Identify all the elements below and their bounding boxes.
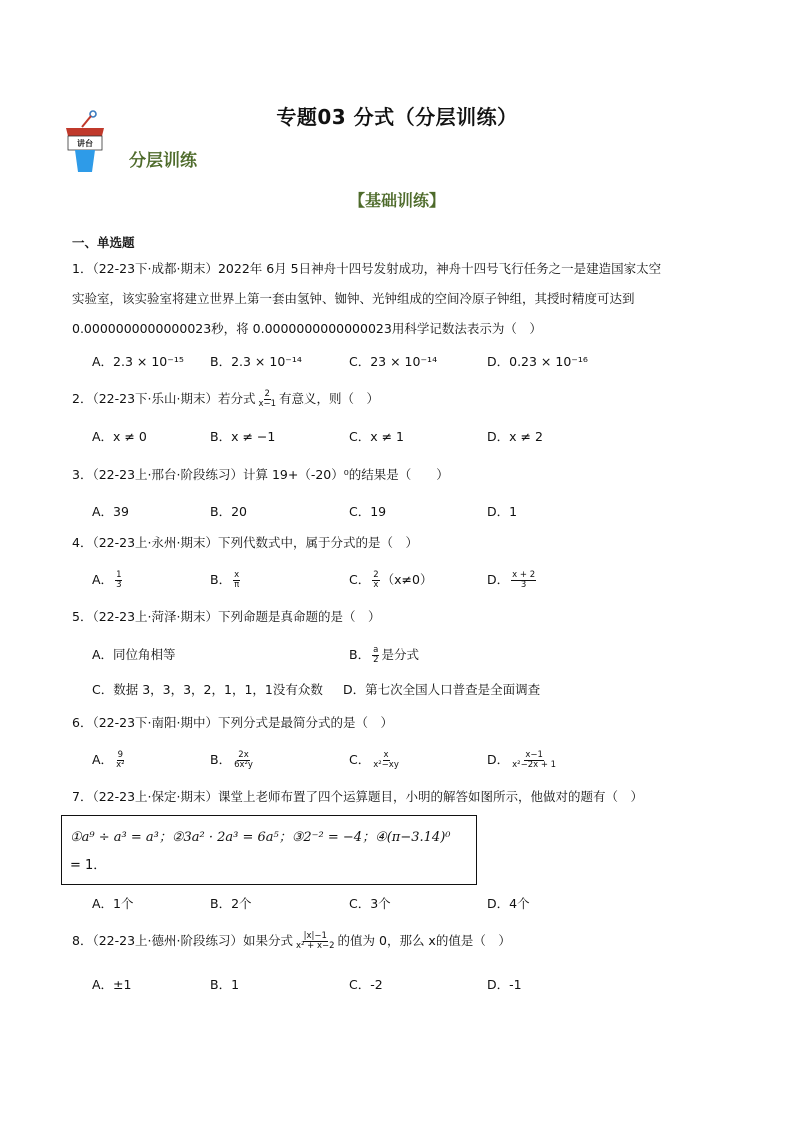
q8-option-b: B．1 (210, 977, 240, 992)
q1-line-3: 0.0000000000000023秒，将 0.0000000000000023用科学记数法表示为（ ） (72, 321, 542, 336)
q2-option-b: B．x ≠ −1 (210, 429, 276, 444)
question-6: 6．（22-23下·南阳·期中）下列分式是最简分式的是（ ） (72, 715, 393, 730)
q2-stem-post: 有意义，则（ ） (279, 391, 380, 406)
question-5: 5．（22-23上·菏泽·期末）下列命题是真命题的是（ ） (72, 609, 381, 624)
q4-option-d: D． $\frac{x + 2}{3}$ (487, 570, 536, 590)
question-8 (72, 931, 511, 951)
q6-b-num: 2x (238, 750, 249, 760)
q2-option-a: A．x ≠ 0 (92, 429, 147, 444)
q5-b-num: a (373, 645, 379, 655)
question-4: 4．（22-23上·永州·期末）下列代数式中，属于分式的是（ ） (72, 535, 418, 550)
q2-option-d: D．x ≠ 2 (487, 429, 543, 444)
q6-option-b: B． $\frac{2x}{\text{6x²y}}$ (210, 750, 253, 770)
q4-b-num: x (234, 570, 240, 580)
q1-option-a: A．2.3 × 10⁻¹⁵ (92, 354, 184, 369)
q7-box-line-2: = 1． (70, 858, 107, 873)
q6-option-c: C． $\frac{x}{\text{x²−xy}}$ (349, 750, 399, 770)
q1-option-c: C．23 × 10⁻¹⁴ (349, 354, 438, 369)
q2-option-c: C．x ≠ 1 (349, 429, 404, 444)
section-label: 分层训练 (129, 151, 197, 171)
page-title: 专题03 分式（分层训练） (276, 105, 518, 129)
q2-num: 2 (264, 389, 270, 399)
q6-option-a: A． $\frac{9}{\text{x²}}$ (92, 750, 125, 770)
q4-option-c: C． $\frac{2}{x}$ （x≠0） (349, 570, 433, 590)
q7-option-d: D．4个 (487, 896, 530, 911)
q4-d-den: 3 (520, 580, 527, 590)
question-3: 3．（22-23上·邢台·阶段练习）计算 19+（-20）⁰的结果是（ ） (72, 467, 449, 482)
q7-box-line-1: ①a⁹ ÷ a³ = a³；②3a² · 2a³ = 6a⁵；③2⁻² = −4；④(π−3.14)⁰ (70, 830, 451, 845)
question-1 (72, 254, 732, 344)
q4-option-a: A． $\frac{1}{3}$ (92, 570, 122, 590)
q5-b-den: 2 (373, 655, 379, 665)
q4-d-num: x + 2 (512, 570, 536, 580)
q8-stem-pre: 8．（22-23上·德州·阶段练习）如果分式 (72, 933, 293, 948)
logo-text: 讲台 (77, 139, 93, 148)
q2-fraction (257, 390, 277, 409)
q1-line-2: 实验室，该实验室将建立世界上第一套由氢钟、铷钟、光钟组成的空间冷原子钟组，其授时精度可达到 (72, 291, 635, 306)
q8-den: x² + x−2 (295, 941, 335, 951)
q1-option-b: B．2.3 × 10⁻¹⁴ (210, 354, 302, 369)
sub-heading: 【基础训练】 (348, 191, 445, 210)
podium-logo (62, 110, 108, 172)
q6-a-num: 9 (117, 750, 123, 760)
q3-option-c: C．19 (349, 504, 387, 519)
q7-option-c: C．3个 (349, 896, 391, 911)
q1-line-1: 1．（22-23下·成都·期末）2022年 6月 5日神舟十四号发射成功，神舟十四号飞行任务之一是建造国家太空 (72, 261, 662, 276)
q1-option-d: D．0.23 × 10⁻¹⁶ (487, 354, 588, 369)
q4-a-den: 3 (116, 580, 122, 590)
q7-option-b: B．2个 (210, 896, 252, 911)
question-7: 7．（22-23上·保定·期末）课堂上老师布置了四个运算题目，小明的解答如图所示，他做对的题有（ ） (72, 789, 643, 804)
q8-option-a: A．±1 (92, 977, 132, 992)
question-2 (72, 389, 379, 409)
q3-option-b: B．20 (210, 504, 247, 519)
q6-option-d: D． $\frac{x-1}{\text{x²−2x + 1}}$ (487, 750, 557, 770)
q3-option-a: A．39 (92, 504, 129, 519)
q8-option-c: C．-2 (349, 977, 383, 992)
q8-stem-post: 的值为 0，那么 x的值是（ ） (337, 933, 511, 948)
q8-num: |x|−1 (303, 931, 327, 941)
q4-b-den: π (234, 580, 240, 590)
q6-d-den: x²−2x + 1 (512, 760, 557, 770)
q7-option-a: A．1个 (92, 896, 134, 911)
q4-a-num: 1 (116, 570, 122, 580)
q2-den: x−1 (258, 399, 277, 409)
q5-option-a: A．同位角相等 (92, 647, 176, 662)
q8-option-d: D．-1 (487, 977, 522, 992)
q5-option-d: D．第七次全国人口普查是全面调查 (343, 682, 541, 697)
q7-solution-box (61, 815, 477, 885)
q6-d-num: x−1 (525, 750, 543, 760)
q6-c-den: x²−xy (373, 760, 399, 770)
q6-b-den: 6x²y (234, 760, 253, 770)
q2-stem-pre: 2．（22-23下·乐山·期末）若分式 (72, 391, 256, 406)
q6-a-den: x² (116, 760, 125, 770)
q4-option-b: B． $\frac{x}{\pi}$ (210, 570, 240, 590)
q6-c-num: x (383, 750, 389, 760)
q5-option-b: B． $\frac{a}{2}$ 是分式 (349, 645, 420, 665)
q4-c-den: x (373, 580, 379, 590)
question-type-heading: 一、单选题 (72, 235, 135, 250)
q3-option-d: D．1 (487, 504, 518, 519)
q4-c-num: 2 (373, 570, 379, 580)
q8-fraction (295, 932, 336, 951)
q5-option-c: C．数据 3，3，3，2，1，1，1没有众数 (92, 682, 323, 697)
